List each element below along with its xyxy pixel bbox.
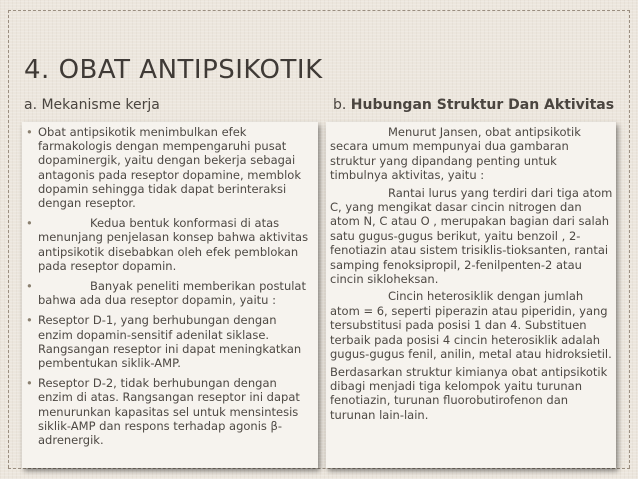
- paragraph-text: Berdasarkan struktur kimianya obat antipsikotik dibagi menjadi tiga kelompok yaitu turunan fenotiazin, turunan fluorobutirofenon dan turunan lain-lain.: [330, 364, 608, 422]
- right-heading-prefix: b.: [333, 97, 351, 113]
- paragraph-2: [330, 186, 614, 287]
- bullet-item-2: [26, 216, 314, 273]
- paragraph-text: Cincin heterosiklik dengan jumlah atom = 6, seperti piperazin atau piperidin, yang tersubstitusi pada posisi 1 dan 4. Substituen terbaik pada posisi 4 cincin heterosiklik adalah gugus-gugus fenil, anilin, metal atau hidroksietil.: [330, 289, 612, 362]
- bullet-text: Reseptor D-1, yang berhubungan dengan enzim dopamin-sensitif adenilat siklase. Rangsangan reseptor ini dapat meningkatkan pembentukan siklik-AMP.: [38, 313, 302, 371]
- paragraph-3: [330, 289, 614, 361]
- bullet-icon: •: [26, 313, 33, 328]
- bullet-text: Obat antipsikotik menimbulkan efek farmakologis dengan mempengaruhi pusat dopaminergik, yaitu dengan bekerja sebagai antagonis pada reseptor dopamine, memblok dopamin sehingga tidak dapat berinteraksi dengan reseptor.: [38, 125, 301, 211]
- left-column: [26, 125, 314, 453]
- bullet-icon: •: [26, 376, 33, 391]
- paragraph-text: Menurut Jansen, obat antipsikotik secara umum mempunyai dua gambaran struktur yang dipandang penting untuk timbulnya aktivitas, yaitu :: [330, 125, 581, 183]
- slide-title: 4. OBAT ANTIPSIKOTIK: [24, 55, 323, 85]
- bullet-text: Reseptor D-2, tidak berhubungan dengan enzim di atas. Rangsangan reseptor ini dapat menurunkan kapasitas sel untuk mensintesis siklik-AMP dan respons terhadap agonis β-adrenergik.: [38, 376, 300, 448]
- dashed-border-top: [8, 10, 630, 11]
- dashed-border-left: [8, 10, 9, 468]
- bullet-text: Banyak peneliti memberikan postulat bahwa ada dua reseptor dopamin, yaitu :: [38, 279, 306, 308]
- bullet-icon: •: [26, 216, 33, 231]
- paragraph-4: [330, 365, 614, 423]
- bullet-item-1: [26, 125, 314, 210]
- dashed-border-bottom: [8, 468, 630, 469]
- bullet-item-4: [26, 313, 314, 370]
- paragraph-text: Rantai lurus yang terdiri dari tiga atom C, yang mengikat dasar cincin nitrogen dan atom N, C atau O , merupakan bagian dari salah satu gugus-gugus berikut, yaitu benzoil , 2-fenotiazin atau sistem trisiklis-tioksanten, rantai samping fenoksipropil, 2-fenilpenten-2 atau cincin sikloheksan.: [330, 185, 613, 287]
- bullet-icon: •: [26, 279, 33, 294]
- paragraph-1: [330, 125, 614, 183]
- bullet-item-3: [26, 279, 314, 307]
- dashed-border-right: [629, 10, 630, 468]
- right-column: [330, 125, 614, 425]
- bullet-icon: •: [26, 125, 33, 139]
- bullet-text: Kedua bentuk konformasi di atas menunjang penjelasan konsep bahwa aktivitas antipsikotik disebabkan oleh efek pemblokan pada reseptor dopamin.: [38, 216, 309, 273]
- bullet-item-5: [26, 376, 314, 447]
- right-heading: [333, 97, 614, 113]
- right-heading-bold: Hubungan Struktur Dan Aktivitas: [350, 97, 615, 113]
- left-heading: a. Mekanisme kerja: [24, 97, 160, 113]
